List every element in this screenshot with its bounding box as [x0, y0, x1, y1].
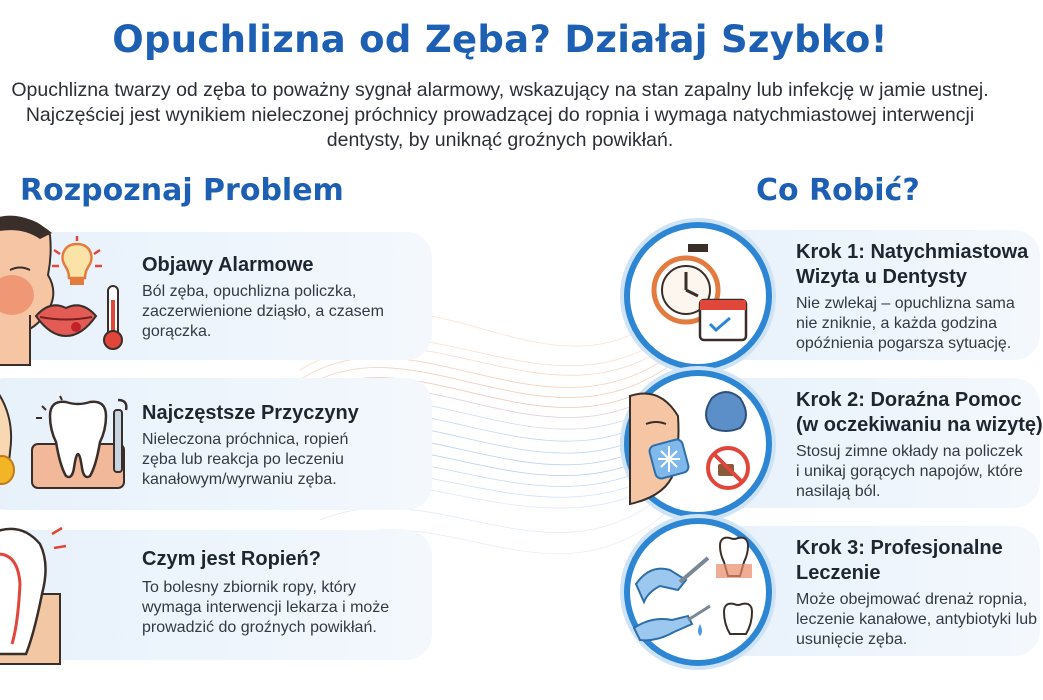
card-text-line: gorączka. [142, 323, 212, 340]
card-text-line: usunięcie zęba. [796, 631, 908, 648]
card-title: Czym jest Ropień? [142, 548, 321, 570]
card-text-line: i unikaj gorących napojów, które [796, 463, 1023, 480]
card-text [142, 282, 384, 342]
card-text-line: Ból zęba, opuchlizna policzka, [142, 283, 357, 300]
lightbulb-pain-icon [48, 236, 106, 290]
card-title [796, 240, 1028, 290]
ice-pack-icon [706, 392, 746, 431]
card-text [142, 430, 348, 490]
card-title [796, 388, 1043, 438]
card-text-line: Nie zwlekaj – opuchlizna sama [796, 295, 1015, 312]
card-text-line: nasilają ból. [796, 483, 881, 500]
card-text-line: kanałowym/wyrwaniu zęba. [142, 471, 337, 488]
card-text-line: nie zniknie, a każda godzina [796, 315, 998, 332]
cold-compress-icon [630, 376, 766, 512]
card-title: Najczęstsze Przyczyny [142, 402, 359, 424]
abscess-icon [0, 382, 26, 502]
card-text-line: opóźnienia pogarsza sytuację. [796, 335, 1012, 352]
card-title-line: Wizyta u Dentysty [796, 266, 967, 288]
dental-probe-icon [104, 396, 132, 476]
page-title: Opuchlizna od Zęba? Działaj Szybko! [112, 18, 888, 61]
card-title-line: Leczenie [796, 562, 881, 584]
step-1-circle [624, 222, 772, 370]
card-text-line: To bolesny zbiornik ropy, który [142, 579, 357, 596]
card-text [796, 442, 1023, 502]
card-title-line: Krok 1: Natychmiastowa [796, 241, 1029, 263]
card-title-line: Krok 2: Doraźna Pomoc [796, 389, 1022, 411]
card-text-line: Stosuj zimne okłady na policzek [796, 443, 1023, 460]
intro-line: Najczęściej jest wynikiem nieleczonej próchnicy prowadzącej do ropnia i wymaga natychmiastowej interwencji [25, 104, 975, 126]
right-section-heading: Co Robić? [756, 173, 920, 208]
card-text [796, 590, 1037, 650]
card-text-line: Może obejmować drenaż ropnia, [796, 591, 1028, 608]
step-2-circle [624, 370, 772, 518]
card-text-line: wymaga interwencji lekarza i może [142, 599, 390, 616]
intro-paragraph [0, 78, 1040, 153]
card-title-line: (w oczekiwaniu na wizytę) [796, 414, 1043, 436]
card-title [796, 536, 1003, 586]
step-3-circle [624, 518, 772, 666]
left-section-heading: Rozpoznaj Problem [20, 173, 344, 208]
card-text-line: zaczerwienione dziąsło, a czasem [142, 303, 384, 320]
dental-tools-icon [630, 524, 766, 660]
intro-line: dentysty, by uniknąć groźnych powikłań. [326, 129, 674, 151]
card-text [796, 294, 1015, 354]
card-text-line: zęba lub reakcja po leczeniu [142, 451, 344, 468]
thermometer-icon [100, 284, 126, 352]
card-title: Objawy Alarmowe [142, 254, 314, 276]
card-text-line: Nieleczona próchnica, ropień [142, 431, 349, 448]
card-text [142, 578, 389, 638]
card-title-line: Krok 3: Profesjonalne [796, 537, 1003, 559]
intro-line: Opuchlizna twarzy od zęba to poważny sygnał alarmowy, wskazujący na stan zapalny lub infekcję w jamie ustnej. [11, 79, 989, 101]
card-text-line: leczenie kanałowe, antybiotyki lub [796, 611, 1038, 628]
lips-icon [34, 296, 98, 340]
card-text-line: prowadzić do groźnych powikłań. [142, 619, 377, 636]
stopwatch-icon [630, 228, 766, 364]
tooth-cross-section-icon [0, 524, 80, 664]
